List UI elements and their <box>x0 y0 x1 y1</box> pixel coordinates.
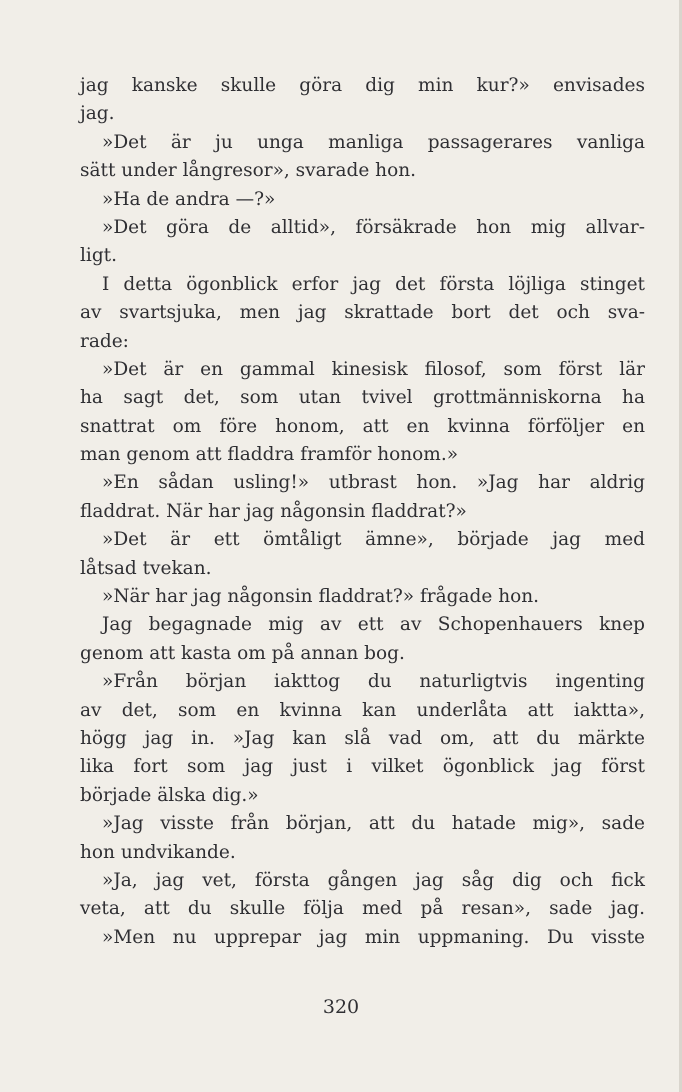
text-line: genom att kasta om på annan bog. <box>80 642 405 664</box>
text-line: I detta ögonblick erfor jag det första löjliga stinget <box>102 273 645 295</box>
text-line: hon undvikande. <box>80 841 236 863</box>
page-number: 320 <box>322 996 360 1018</box>
text-line: man genom att fladdra framför honom.» <box>80 444 459 466</box>
text-line: »En sådan usling!» utbrast hon. »Jag har aldrig <box>102 472 645 494</box>
text-line: jag kanske skulle göra dig min kur?» envisades <box>80 75 645 96</box>
text-line: »När har jag någonsin fladdrat?» frågade hon. <box>102 586 540 608</box>
text-line: sätt under långresor», svarade hon. <box>80 160 417 182</box>
text-line: lika fort som jag just i vilket ögonblick jag först <box>80 756 645 778</box>
text-line: »Jag visste från början, att du hatade mig», sade <box>102 813 645 835</box>
text-line: av det, som en kvinna kan underlåta att iaktta», <box>80 699 645 721</box>
text-line: »Från början iakttog du naturligtvis ingenting <box>102 671 645 693</box>
text-line: »Ha de andra —?» <box>102 188 276 210</box>
text-line: »Det är ju unga manliga passagerares vanliga <box>102 131 645 153</box>
text-line: låtsad tvekan. <box>80 557 212 579</box>
text-line: snattrat om före honom, att en kvinna förföljer en <box>80 415 645 437</box>
text-line: rade: <box>80 330 129 352</box>
text-line: Jag begagnade mig av ett av Schopenhauers knep <box>102 614 645 636</box>
text-line: jag. <box>80 103 115 125</box>
text-line: »Ja, jag vet, första gången jag såg dig och fick <box>102 869 645 891</box>
text-line: veta, att du skulle följa med på resan», sade jag. <box>80 898 645 920</box>
text-line: »Men nu upprepar jag min uppmaning. Du visste <box>102 926 645 948</box>
text-line: ligt. <box>80 245 117 267</box>
text-line: »Det är en gammal kinesisk filosof, som först lär <box>102 358 645 380</box>
text-line: började älska dig.» <box>80 784 259 806</box>
text-line: högg jag in. »Jag kan slå vad om, att du märkte <box>80 727 645 749</box>
text-line: av svartsjuka, men jag skrattade bort det och sva- <box>80 302 645 324</box>
text-line: ha sagt det, som utan tvivel grottmänniskorna ha <box>80 387 645 409</box>
text-line: fladdrat. När har jag någonsin fladdrat?» <box>80 500 467 522</box>
body-text <box>80 72 645 952</box>
text-line: »Det göra de alltid», försäkrade hon mig allvar- <box>102 216 645 238</box>
text-line: »Det är ett ömtåligt ämne», började jag med <box>102 529 645 551</box>
